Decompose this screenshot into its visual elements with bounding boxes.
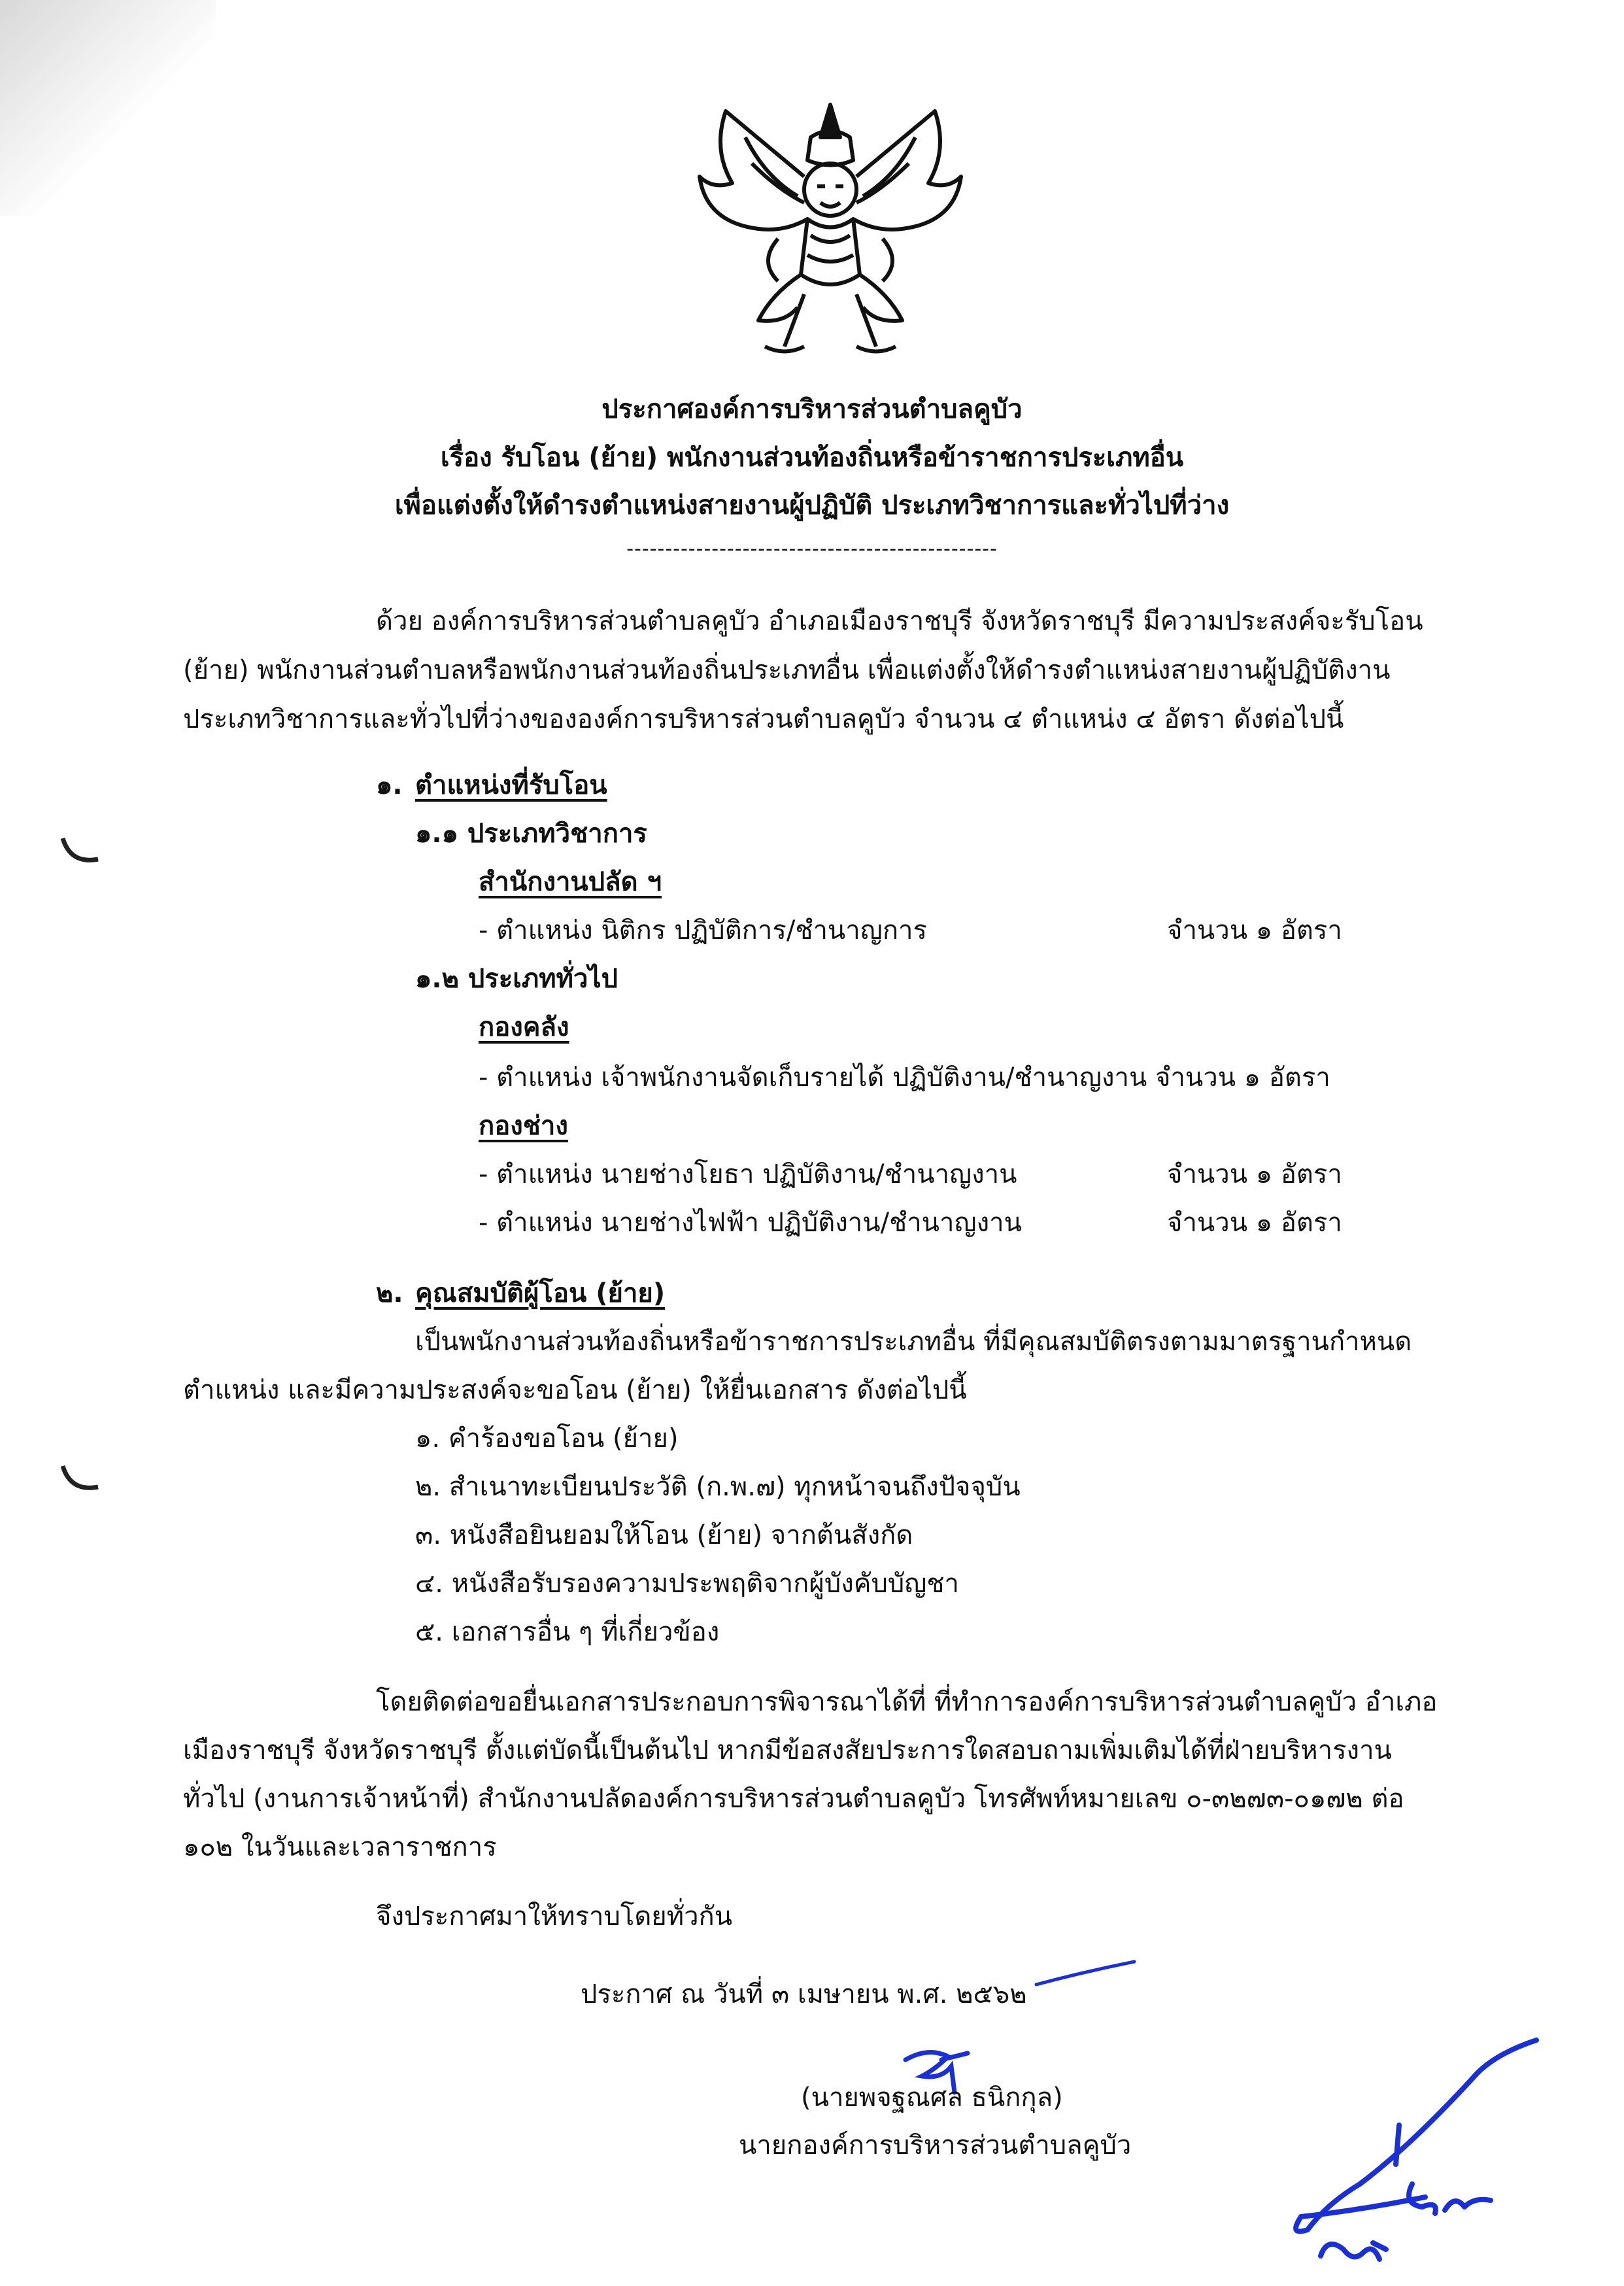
document-item: ๕. เอกสารอื่น ๆ ที่เกี่ยวข้อง xyxy=(415,1617,720,1647)
position-count: จำนวน ๑ อัตรา xyxy=(1167,1159,1342,1189)
announcement-title: ประกาศองค์การบริหารส่วนตำบลคูบัว xyxy=(601,394,1023,424)
date-year-correction-mark xyxy=(1033,1958,1138,1998)
announcement-date: ประกาศ ณ วันที่ ๓ เมษายน พ.ศ. ๒๕๖๒ xyxy=(581,1979,1027,2009)
contact-line: เมืองราชบุรี จังหวัดราชบุรี ตั้งแต่บัดนี้เป็นต้นไป หากมีข้อสงสัยประการใดสอบถามเพิ่มเติมได้ที่ฝ่ายบริหารงาน xyxy=(183,1735,1392,1766)
contact-line: โดยติดต่อขอยื่นเอกสารประกอบการพิจารณาได้ที่ ที่ทำการองค์การบริหารส่วนตำบลคูบัว อำเภอ xyxy=(376,1687,1438,1717)
office-name: กองคลัง xyxy=(479,1012,569,1042)
office-name: กองช่าง xyxy=(479,1111,568,1141)
document-item: ๒. สำเนาทะเบียนประวัติ (ก.พ.๗) ทุกหน้าจนถึงปัจจุบัน xyxy=(415,1472,1021,1502)
section1-heading: ตำแหน่งที่รับโอน xyxy=(415,770,607,800)
subsection-general: ๑.๒ ประเภททั่วไป xyxy=(415,964,618,994)
garuda-emblem xyxy=(686,98,974,373)
qualification-text: ตำแหน่ง และมีความประสงค์จะขอโอน (ย้าย) ให้ยื่นเอกสาร ดังต่อไปนี้ xyxy=(183,1375,967,1405)
approval-initials xyxy=(1281,2034,1543,2282)
position-item: - ตำแหน่ง นายช่างไฟฟ้า ปฏิบัติงาน/ชำนาญงาน xyxy=(479,1208,1022,1238)
signer-title: นายกองค์การบริหารส่วนตำบลคูบัว xyxy=(739,2130,1132,2160)
position-count: จำนวน ๑ อัตรา xyxy=(1167,915,1342,946)
announcement-subject-line2: เพื่อแต่งตั้งให้ดำรงตำแหน่งสายงานผู้ปฏิบัติ ประเภทวิชาการและทั่วไปที่ว่าง xyxy=(394,490,1230,520)
document-item: ๓. หนังสือยินยอมให้โอน (ย้าย) จากต้นสังกัด xyxy=(415,1520,913,1550)
announcement-subject: เรื่อง รับโอน (ย้าย) พนักงานส่วนท้องถิ่นหรือข้าราชการประเภทอื่น xyxy=(440,443,1184,473)
subsection-academic: ๑.๑ ประเภทวิชาการ xyxy=(415,819,647,849)
position-item: - ตำแหน่ง นิติกร ปฏิบัติการ/ชำนาญการ xyxy=(479,915,927,946)
paper-corner-shadow xyxy=(0,0,216,216)
intro-line: ประเภทวิชาการและทั่วไปที่ว่างขององค์การบริหารส่วนตำบลคูบัว จำนวน ๔ ตำแหน่ง ๔ อัตรา ดังต่อไปนี้ xyxy=(183,704,1344,734)
document-item: ๑. คำร้องขอโอน (ย้าย) xyxy=(415,1424,679,1454)
contact-line: ทั่วไป (งานการเจ้าหน้าที่) สำนักงานปลัดองค์การบริหารส่วนตำบลคูบัว โทรศัพท์หมายเลข ๐-๓๒๗๓-๐๑๗๒ ต่อ xyxy=(183,1784,1404,1814)
position-item: - ตำแหน่ง เจ้าพนักงานจัดเก็บรายได้ ปฏิบัติงาน/ชำนาญงาน จำนวน ๑ อัตรา xyxy=(479,1063,1330,1093)
title-divider: ------------------------------------------------ xyxy=(626,537,998,560)
position-item: - ตำแหน่ง นายช่างโยธา ปฏิบัติงาน/ชำนาญงาน xyxy=(479,1159,1017,1189)
punch-hole-mark xyxy=(58,830,103,870)
section1-number: ๑. xyxy=(376,770,403,800)
section2-heading: คุณสมบัติผู้โอน (ย้าย) xyxy=(415,1278,666,1308)
document-item: ๔. หนังสือรับรองความประพฤติจากผู้บังคับบัญชา xyxy=(415,1569,959,1599)
section2-number: ๒. xyxy=(376,1278,403,1308)
position-count: จำนวน ๑ อัตรา xyxy=(1167,1208,1342,1238)
closing-statement: จึงประกาศมาให้ทราบโดยทั่วกัน xyxy=(376,1902,733,1932)
qualification-text: เป็นพนักงานส่วนท้องถิ่นหรือข้าราชการประเภทอื่น ที่มีคุณสมบัติตรงตามมาตรฐานกำหนด xyxy=(415,1327,1412,1357)
intro-line: ด้วย องค์การบริหารส่วนตำบลคูบัว อำเภอเมืองราชบุรี จังหวัดราชบุรี มีความประสงค์จะรับโอน xyxy=(376,606,1423,636)
signer-name: (นายพจฐณศล ธนิกกุล) xyxy=(801,2083,1063,2113)
contact-line: ๑๐๒ ในวันและเวลาราชการ xyxy=(183,1832,497,1862)
office-name: สำนักงานปลัด ฯ xyxy=(479,867,662,897)
punch-hole-mark xyxy=(58,1458,103,1497)
intro-line: (ย้าย) พนักงานส่วนตำบลหรือพนักงานส่วนท้องถิ่นประเภทอื่น เพื่อแต่งตั้งให้ดำรงตำแหน่งสายงานผู้ปฏิบัติงาน xyxy=(183,655,1391,685)
